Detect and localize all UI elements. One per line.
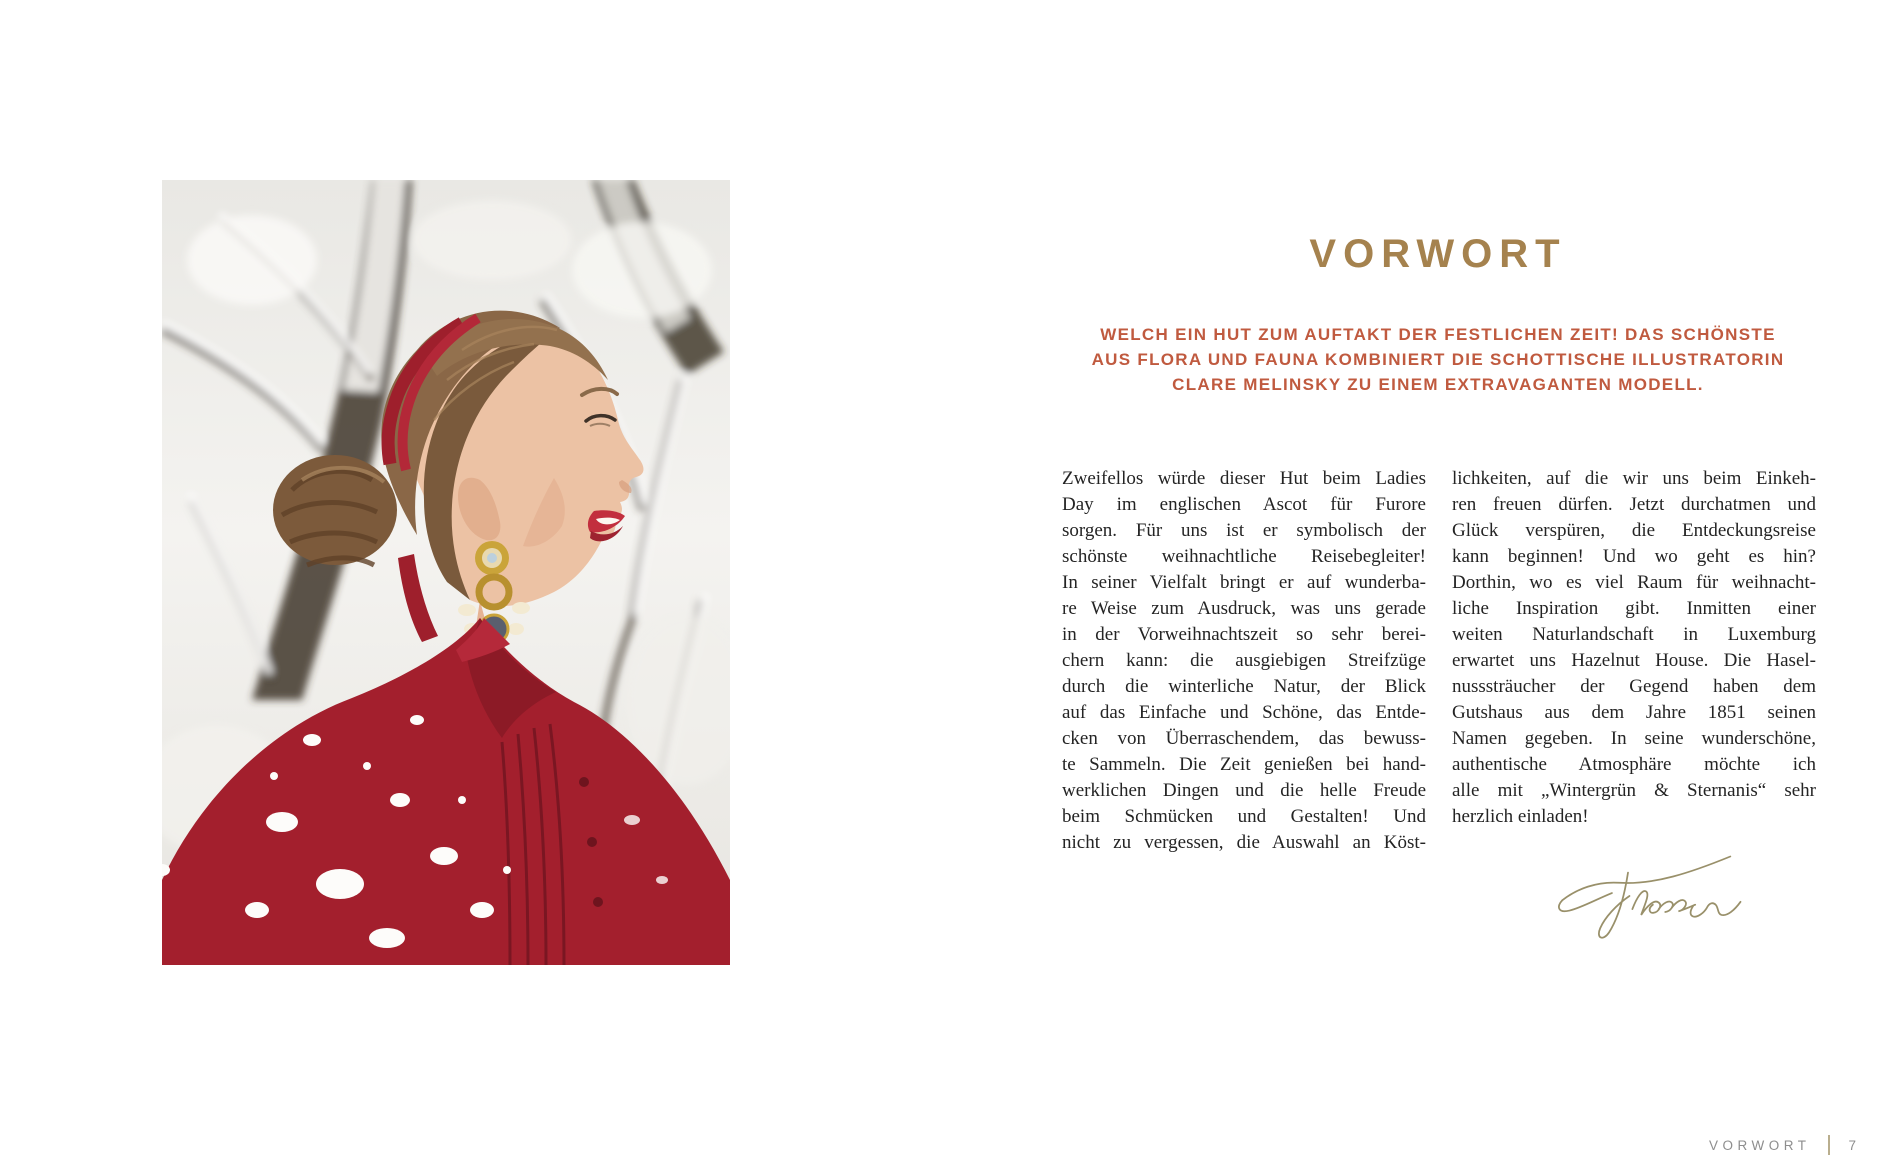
intro-standfirst [1060,322,1816,397]
body-line: durch die winterliche Natur, der Blick [1062,676,1426,697]
page-footer [1709,1135,1856,1155]
body-line: auf das Einfache und Schöne, das Entde- [1062,702,1426,723]
body-line: lichkeiten, auf die wir uns beim Einkeh- [1452,468,1816,489]
body-line: werklichen Dingen und die helle Freude [1062,780,1426,801]
handwritten-signature [1552,842,1742,947]
winter-portrait-illustration [162,180,730,965]
signature-theresa [1552,842,1742,947]
body-line: te Sammeln. Die Zeit genießen bei hand- [1062,754,1426,775]
body-line: erwartet uns Hazelnut House. Die Hasel- [1452,650,1816,671]
body-line: liche Inspiration gibt. Inmitten einer [1452,598,1816,619]
body-line: schönste weihnachtliche Reisebegleiter! [1062,546,1426,567]
body-line: nusssträucher der Gegend haben dem [1452,676,1816,697]
body-line: in der Vorweihnachtszeit so sehr berei- [1062,624,1426,645]
body-line: beim Schmücken und Gestalten! Und [1062,806,1426,827]
body-line: weiten Naturlandschaft in Luxemburg [1452,624,1816,645]
intro-line: CLARE MELINSKY ZU EINEM EXTRAVAGANTEN MODELL. [1172,375,1704,394]
body-line: Zweifellos würde dieser Hut beim Ladies [1062,468,1426,489]
body-line: nicht zu vergessen, die Auswahl an Köst- [1062,832,1426,853]
body-line: herzlich einladen! [1452,806,1589,827]
intro-line: AUS FLORA UND FAUNA KOMBINIERT DIE SCHOTTISCHE ILLUSTRATORIN [1091,350,1785,369]
body-line: alle mit „Wintergrün & Sternanis“ sehr [1452,780,1816,801]
body-column-right [1452,466,1816,856]
body-column-left [1062,466,1426,856]
footer-divider [1828,1135,1830,1155]
footer-page-number: 7 [1848,1137,1856,1153]
winter-portrait-photo [162,180,730,965]
body-line: sorgen. Für uns ist er symbolisch der [1062,520,1426,541]
body-line: In seiner Vielfalt bringt er auf wunderba- [1062,572,1426,593]
body-line: Glück verspüren, die Entdeckungsreise [1452,520,1816,541]
body-line: authentische Atmosphäre möchte ich [1452,754,1816,775]
body-line: Gutshaus aus dem Jahre 1851 seinen [1452,702,1816,723]
body-line: kann beginnen! Und wo geht es hin? [1452,546,1816,567]
body-line: Day im englischen Ascot für Furore [1062,494,1426,515]
body-line: cken von Überraschendem, das bewuss- [1062,728,1426,749]
page-title: VORWORT [1309,232,1567,276]
intro-line: WELCH EIN HUT ZUM AUFTAKT DER FESTLICHEN ZEIT! DAS SCHÖNSTE [1100,325,1776,344]
body-columns [1062,466,1816,856]
body-line: chern kann: die ausgiebigen Streifzüge [1062,650,1426,671]
body-line: Dorthin, wo es viel Raum für weihnacht- [1452,572,1816,593]
footer-section-label: VORWORT [1708,1137,1811,1153]
body-line: re Weise zum Ausdruck, was uns gerade [1062,598,1426,619]
body-line: ren freuen dürfen. Jetzt durchatmen und [1452,494,1816,515]
body-line: Namen gegeben. In seine wunderschöne, [1452,728,1816,749]
